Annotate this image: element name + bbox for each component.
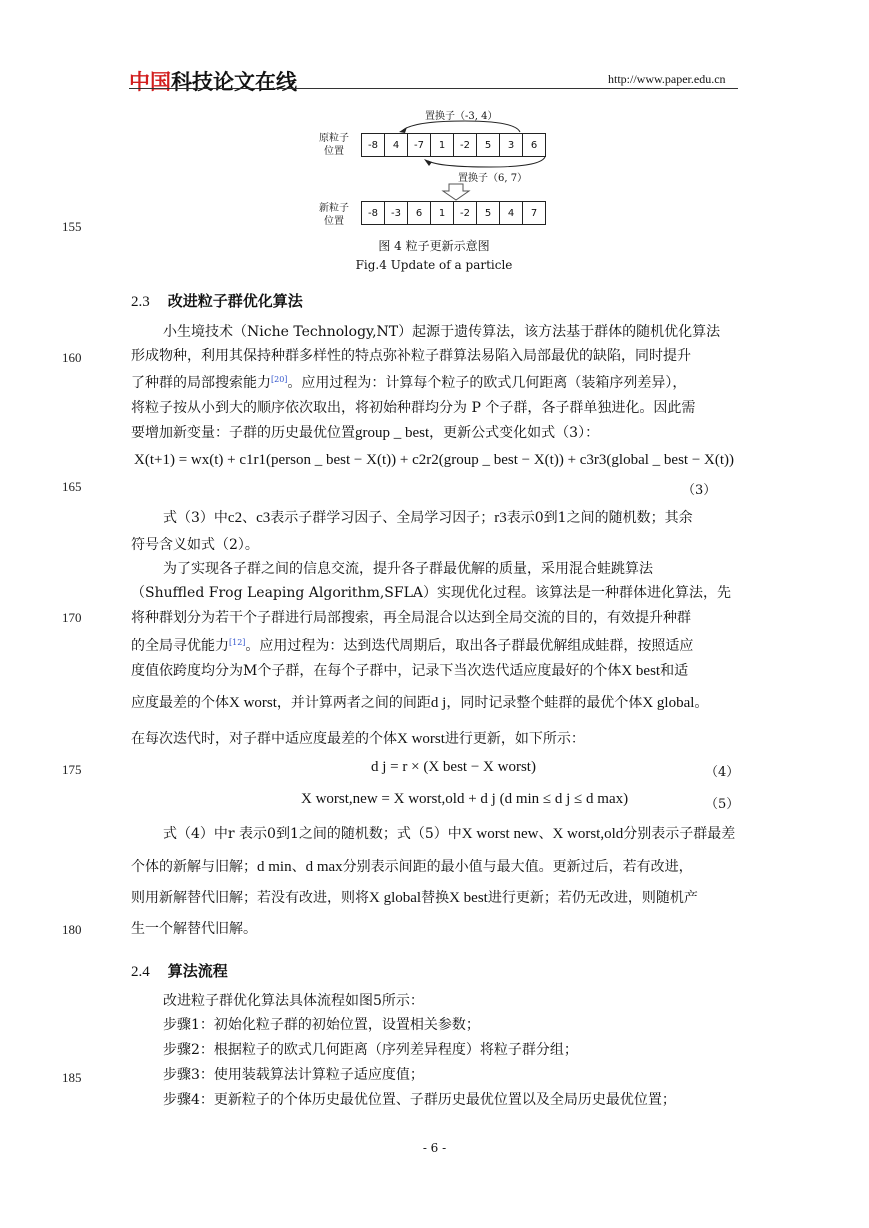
step-item: 步骤2：根据粒子的欧式几何距离（序列差异程度）将粒子群分组； xyxy=(163,1042,578,1058)
section-heading: 2.3 改进粒子群优化算法 xyxy=(131,292,303,310)
line-number: 185 xyxy=(62,1070,82,1085)
down-arrow xyxy=(441,183,471,201)
paragraph-line: 要增加新变量：子群的历史最优位置group _ best，更新公式变化如式（3）： xyxy=(131,425,600,441)
cell: 3 xyxy=(500,134,523,157)
swap-label-bottom: 置换子（6, 7） xyxy=(458,173,528,184)
cell: 7 xyxy=(523,202,546,225)
equation-4: d j = r × (X best − X worst) xyxy=(371,759,536,775)
cell: -3 xyxy=(385,202,408,225)
citation: [12] xyxy=(229,638,246,647)
cell: 1 xyxy=(431,202,454,225)
paragraph-line: 了种群的局部搜索能力[20]。应用过程为：计算每个粒子的欧式几何距离（装箱序列差异）， xyxy=(131,375,687,391)
figure-caption-cn: 图 4 粒子更新示意图 xyxy=(378,239,490,253)
header-rule xyxy=(129,88,738,89)
cell: -8 xyxy=(362,134,385,157)
paragraph-line: 度值依跨度均分为M个子群，在每个子群中，记录下当次迭代适应度最好的个体X best和适 xyxy=(131,663,689,679)
equation-number: （4） xyxy=(705,765,740,780)
paragraph-line: 在每次迭代时，对子群中适应度最差的个体X worst进行更新，如下所示： xyxy=(131,731,585,747)
paragraph-line: 式（4）中r 表示0到1之间的随机数；式（5）中X worst new、X worst,old分别表示子群最差 xyxy=(163,826,736,842)
equation-5: X worst,new = X worst,old + d j (d min ≤ d j ≤ d max) xyxy=(301,791,629,807)
paragraph-line: 的全局寻优能力[12]。应用过程为：达到迭代周期后，取出各子群最优解组成蛙群，按照适应 xyxy=(131,638,694,654)
paragraph-line: 形成物种，利用其保持种群多样性的特点弥补粒子群算法易陷入局部最优的缺陷，同时提升 xyxy=(131,348,691,364)
cell: -7 xyxy=(408,134,431,157)
paragraph-line: 应度最差的个体X worst，并计算两者之间的间距d j，同时记录整个蛙群的最优个体X global。 xyxy=(131,695,709,711)
row1-label: 原粒子 位置 xyxy=(319,133,349,157)
equation-3: X(t+1) = wx(t) + c1r1(person _ best − X(t)) + c2r2(group _ best − X(t)) + c3r3(global _ best − X(t)) xyxy=(134,452,735,468)
paragraph-line: 则用新解替代旧解；若没有改进，则将X global替换X best进行更新；若仍无改进，则随机产 xyxy=(131,890,698,906)
cell: -8 xyxy=(362,202,385,225)
cell: 6 xyxy=(523,134,546,157)
new-position-row xyxy=(361,201,546,225)
equation-number: （3） xyxy=(682,483,717,498)
paragraph-line: 将种群划分为若干个子群进行局部搜索，再全局混合以达到全局交流的目的，有效提升种群 xyxy=(131,610,691,626)
section-heading: 2.4 算法流程 xyxy=(131,962,228,980)
cell: -2 xyxy=(454,202,477,225)
paragraph-line: 为了实现各子群之间的信息交流，提升各子群最优解的质量，采用混合蛙跳算法 xyxy=(163,561,653,577)
journal-logo: 中国科技论文在线 xyxy=(129,70,297,94)
paragraph-line: 生一个解替代旧解。 xyxy=(131,921,257,937)
line-number: 170 xyxy=(62,610,82,625)
citation: [20] xyxy=(271,375,288,384)
paragraph-line: 式（3）中c2、c3表示子群学习因子、全局学习因子；r3表示0到1之间的随机数；其余 xyxy=(163,510,693,526)
swap-label-top: 置换子（-3, 4） xyxy=(425,111,498,122)
line-number: 155 xyxy=(62,219,82,234)
cell: 1 xyxy=(431,134,454,157)
line-number: 175 xyxy=(62,762,82,777)
row2-label: 新粒子 位置 xyxy=(319,203,349,227)
cell: 5 xyxy=(477,202,500,225)
original-position-row xyxy=(361,133,546,157)
line-number: 180 xyxy=(62,922,82,937)
paragraph-line: 改进粒子群优化算法具体流程如图5所示： xyxy=(163,993,424,1009)
step-item: 步骤3：使用装载算法计算粒子适应度值； xyxy=(163,1067,424,1083)
line-number: 165 xyxy=(62,479,82,494)
step-item: 步骤1：初始化粒子群的初始位置，设置相关参数； xyxy=(163,1017,480,1033)
line-number: 160 xyxy=(62,350,82,365)
paragraph-line: 符号含义如式（2）。 xyxy=(131,537,259,553)
cell: 6 xyxy=(408,202,431,225)
header-url[interactable]: http://www.paper.edu.cn xyxy=(608,72,726,86)
paragraph-line: 将粒子按从小到大的顺序依次取出，将初始种群均分为 P 个子群，各子群单独进化。因此需 xyxy=(131,400,696,416)
figure-caption-en: Fig.4 Update of a particle xyxy=(355,258,513,272)
step-item: 步骤4：更新粒子的个体历史最优位置、子群历史最优位置以及全局历史最优位置； xyxy=(163,1092,676,1108)
swap-arrow-top xyxy=(395,118,535,134)
page-number: - 6 - xyxy=(422,1141,447,1155)
cell: 4 xyxy=(500,202,523,225)
paragraph-line: 个体的新解与旧解；d min、d max分别表示间距的最小值与最大值。更新过后，若有改进， xyxy=(131,859,693,875)
equation-number: （5） xyxy=(705,797,740,812)
cell: 4 xyxy=(385,134,408,157)
paragraph-line: （Shuffled Frog Leaping Algorithm,SFLA）实现优化过程。该算法是一种群体进化算法，先 xyxy=(131,585,732,601)
paragraph-line: 小生境技术（Niche Technology,NT）起源于遗传算法，该方法基于群体的随机优化算法 xyxy=(163,324,721,340)
cell: -2 xyxy=(454,134,477,157)
cell: 5 xyxy=(477,134,500,157)
